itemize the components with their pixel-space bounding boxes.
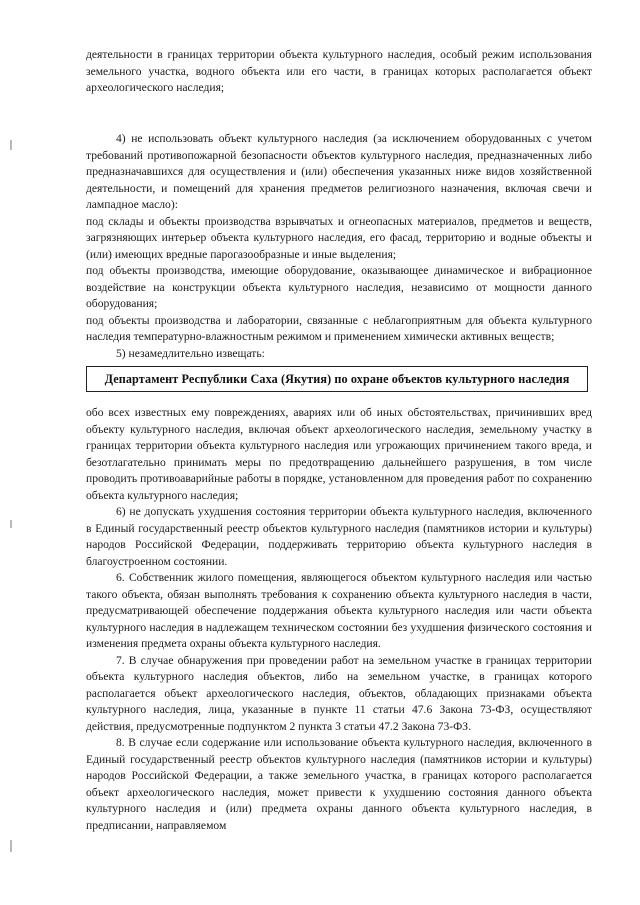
- text-block-item4: [86, 131, 592, 362]
- department-stamp: [86, 366, 588, 392]
- point-6: 6. Собственник жилого помещения, являющегося объектом культурного наследия или частью такого объекта, обязан выполнять требования к сохранению объекта культурного наследия в части, предусматривающей обеспечение поддержания объекта культурного наследия или части объекта культурного наследия в надлежащем техническом состоянии без ухудшения физического состояния и изменения предмета охраны объекта культурного наследия.: [86, 571, 592, 650]
- item-4-subitem-b: под объекты производства, имеющие оборудование, оказывающее динамическое и вибрационное воздействие на конструкции объекта культурного наследия, независимо от мощности данного оборудования;: [86, 264, 592, 310]
- item-4-subitem-a: под склады и объекты производства взрывчатых и огнеопасных материалов, предметов и веществ, загрязняющих интерьер объекта культурного наследия, его фасад, территорию и водные объекты и (или) имеющих вредные парогазообразные и иные выделения;: [86, 214, 592, 261]
- scan-margin-mark: [10, 840, 12, 852]
- item-6: 6) не допускать ухудшения состояния территории объекта культурного наследия, включенного в Единый государственный реестр объектов культурного наследия (памятников истории и культуры) народов Российской Федерации, поддерживать территорию объекта культурного наследия в благоустроенном состоянии.: [86, 505, 592, 568]
- department-stamp-text: Департамент Республики Саха (Якутия) по охране объектов культурного наследия: [104, 371, 570, 386]
- item-4-subitem-c: под объекты производства и лаборатории, связанные с неблагоприятным для объекта культурного наследия температурно-влажностным режимом и применением химически активных веществ;: [86, 313, 592, 343]
- point-8: 8. В случае если содержание или использование объекта культурного наследия, включенного в Единый государственный реестр объектов культурного наследия (памятников истории и культуры) народов Российской Федерации, а также земельного участка, в границах которого располагается объект археологического наследия, может привести к ухудшению состояния данного объекта культурного наследия и (или) предмета охраны данного объекта культурного наследия, в предписании, направляемом: [86, 736, 592, 832]
- paragraph-continuation: деятельности в границах территории объекта культурного наследия, особый режим использования земельного участка, водного объекта или его части, в границах которых располагается объект археологического наследия;: [86, 48, 592, 94]
- item-4-intro: 4) не использовать объект культурного наследия (за исключением оборудованных с учетом требований противопожарной безопасности объектов культурного наследия, предназначенных либо предназначавшихся для осуществления и (или) обеспечения указанных ниже видов хозяйственной деятельности, и помещений для хранения предметов религиозного назначения, включая свечи и лампадное масло):: [86, 132, 592, 211]
- text-block-bottom: [86, 405, 592, 834]
- point-7: 7. В случае обнаружения при проведении работ на земельном участке в границах территории объекта культурного наследия объектов, либо на земельном участке, в границах которого располагается объект археологического наследия, объектов, обладающих признаками объекта культурного наследия, лица, указанные в пункте 11 статьи 47.6 Закона 73-ФЗ, осуществляют действия, предусмотренные подпунктом 2 пункта 3 статьи 47.2 Закона 73-ФЗ.: [86, 653, 592, 733]
- text-block-top: [86, 47, 592, 97]
- paragraph-after-stamp: обо всех известных ему повреждениях, авариях или об иных обстоятельствах, причинивших вред объекту культурного наследия, включая объект археологического наследия, земельному участку в границах территории объекта культурного наследия или угрожающих причинением такого вреда, и безотлагательно принимать меры по предотвращению дальнейшего разрушения, в том числе проводить противоаварийные работы в порядке, установленном для проведения работ по сохранению объекта культурного наследия;: [86, 406, 592, 502]
- item-5: 5) незамедлительно извещать:: [116, 346, 265, 360]
- scan-margin-mark: [10, 520, 12, 528]
- scan-margin-mark: [10, 140, 12, 150]
